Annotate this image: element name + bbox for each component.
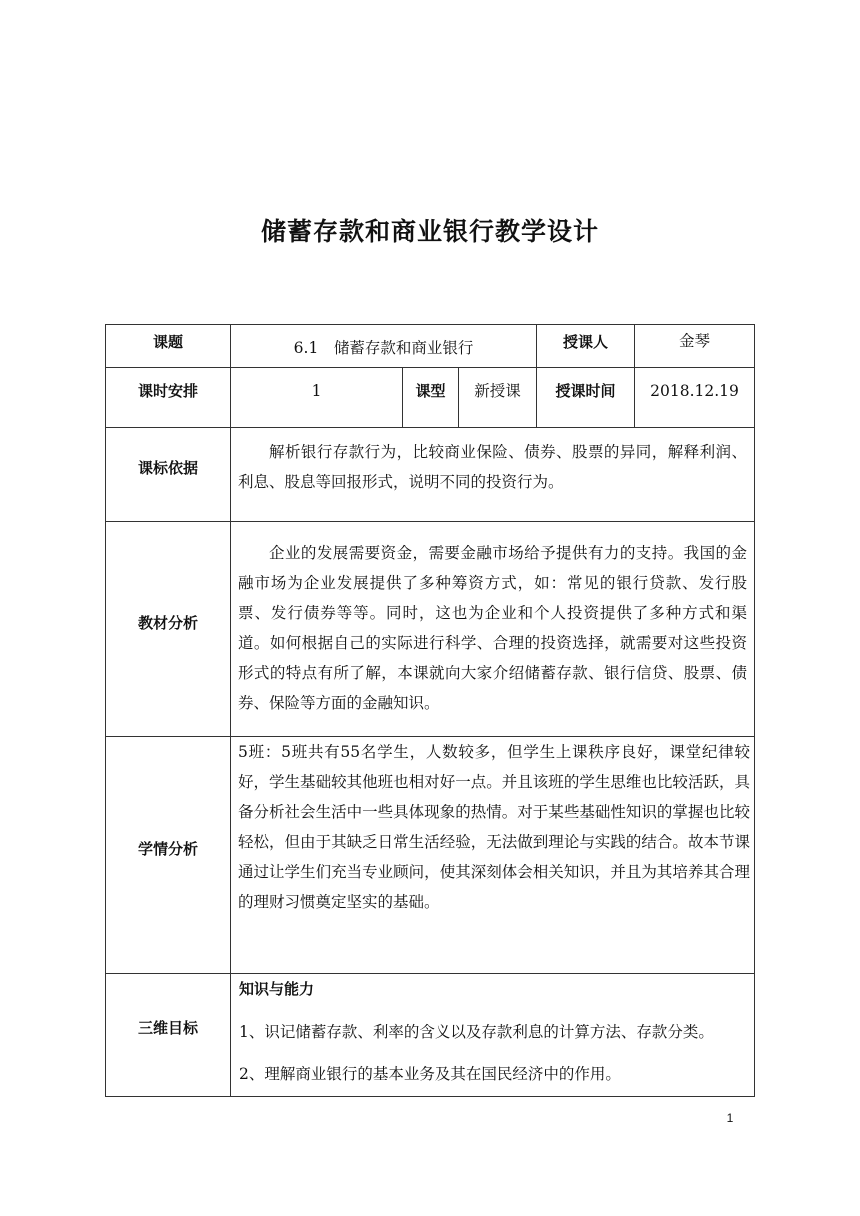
type-value: 新授课 [474, 382, 521, 400]
student-analysis-text: 5班：5班共有55名学生，人数较多，但学生上课秩序良好，课堂纪律较好，学生基础较其他班也相对好一点。并且该班的学生思维也比较活跃，具备分析社会生活中一些具体现象的热情。对于某些基础性知识的掌握也比较轻松，但由于其缺乏日常生活经验，无法做到理论与实践的结合。故本节课通过让学生们充当专业顾问，使其深刻体会相关知识，并且为其培养其合理的理财习惯奠定坚实的基础。 [238, 743, 750, 911]
label-student-analysis: 学情分析 [137, 840, 198, 858]
hours-value: 1 [311, 382, 322, 400]
label-topic: 课题 [152, 333, 183, 351]
document-title: 储蓄存款和商业银行教学设计 [260, 217, 599, 246]
objective-item-2: 2、理解商业银行的基本业务及其在国民经济中的作用。 [239, 1065, 621, 1083]
label-curriculum-basis: 课标依据 [137, 459, 198, 477]
objectives-heading: 知识与能力 [239, 980, 315, 998]
textbook-analysis-text: 企业的发展需要资金，需要金融市场给予提供有力的支持。我国的金融市场为企业发展提供了多种筹资方式，如：常见的银行贷款、发行股票、发行债券等等。同时，这也为企业和个人投资提供了多种方式和渠道。如何根据自己的实际进行科学、合理的投资选择，就需要对这些投资形式的特点有所了解，本课就向大家介绍储蓄存款、银行信贷、股票、债券、保险等方面的金融知识。 [238, 544, 747, 712]
label-date: 授课时间 [555, 382, 616, 400]
topic-value: 6.1 储蓄存款和商业银行 [293, 339, 474, 357]
label-teacher: 授课人 [562, 333, 608, 351]
date-value: 2018.12.19 [650, 382, 739, 400]
curriculum-basis-text: 解析银行存款行为，比较商业保险、债券、股票的异同，解释利润、利息、股息等回报形式，说明不同的投资行为。 [238, 443, 747, 491]
label-textbook-analysis: 教材分析 [137, 614, 198, 632]
objective-item-1: 1、识记储蓄存款、利率的含义以及存款利息的计算方法、存款分类。 [239, 1023, 714, 1041]
label-hours: 课时安排 [137, 382, 198, 400]
page-number: 1 [726, 1111, 734, 1125]
teacher-value: 金琴 [678, 332, 710, 350]
label-objectives: 三维目标 [137, 1019, 198, 1037]
label-type: 课型 [415, 382, 446, 400]
